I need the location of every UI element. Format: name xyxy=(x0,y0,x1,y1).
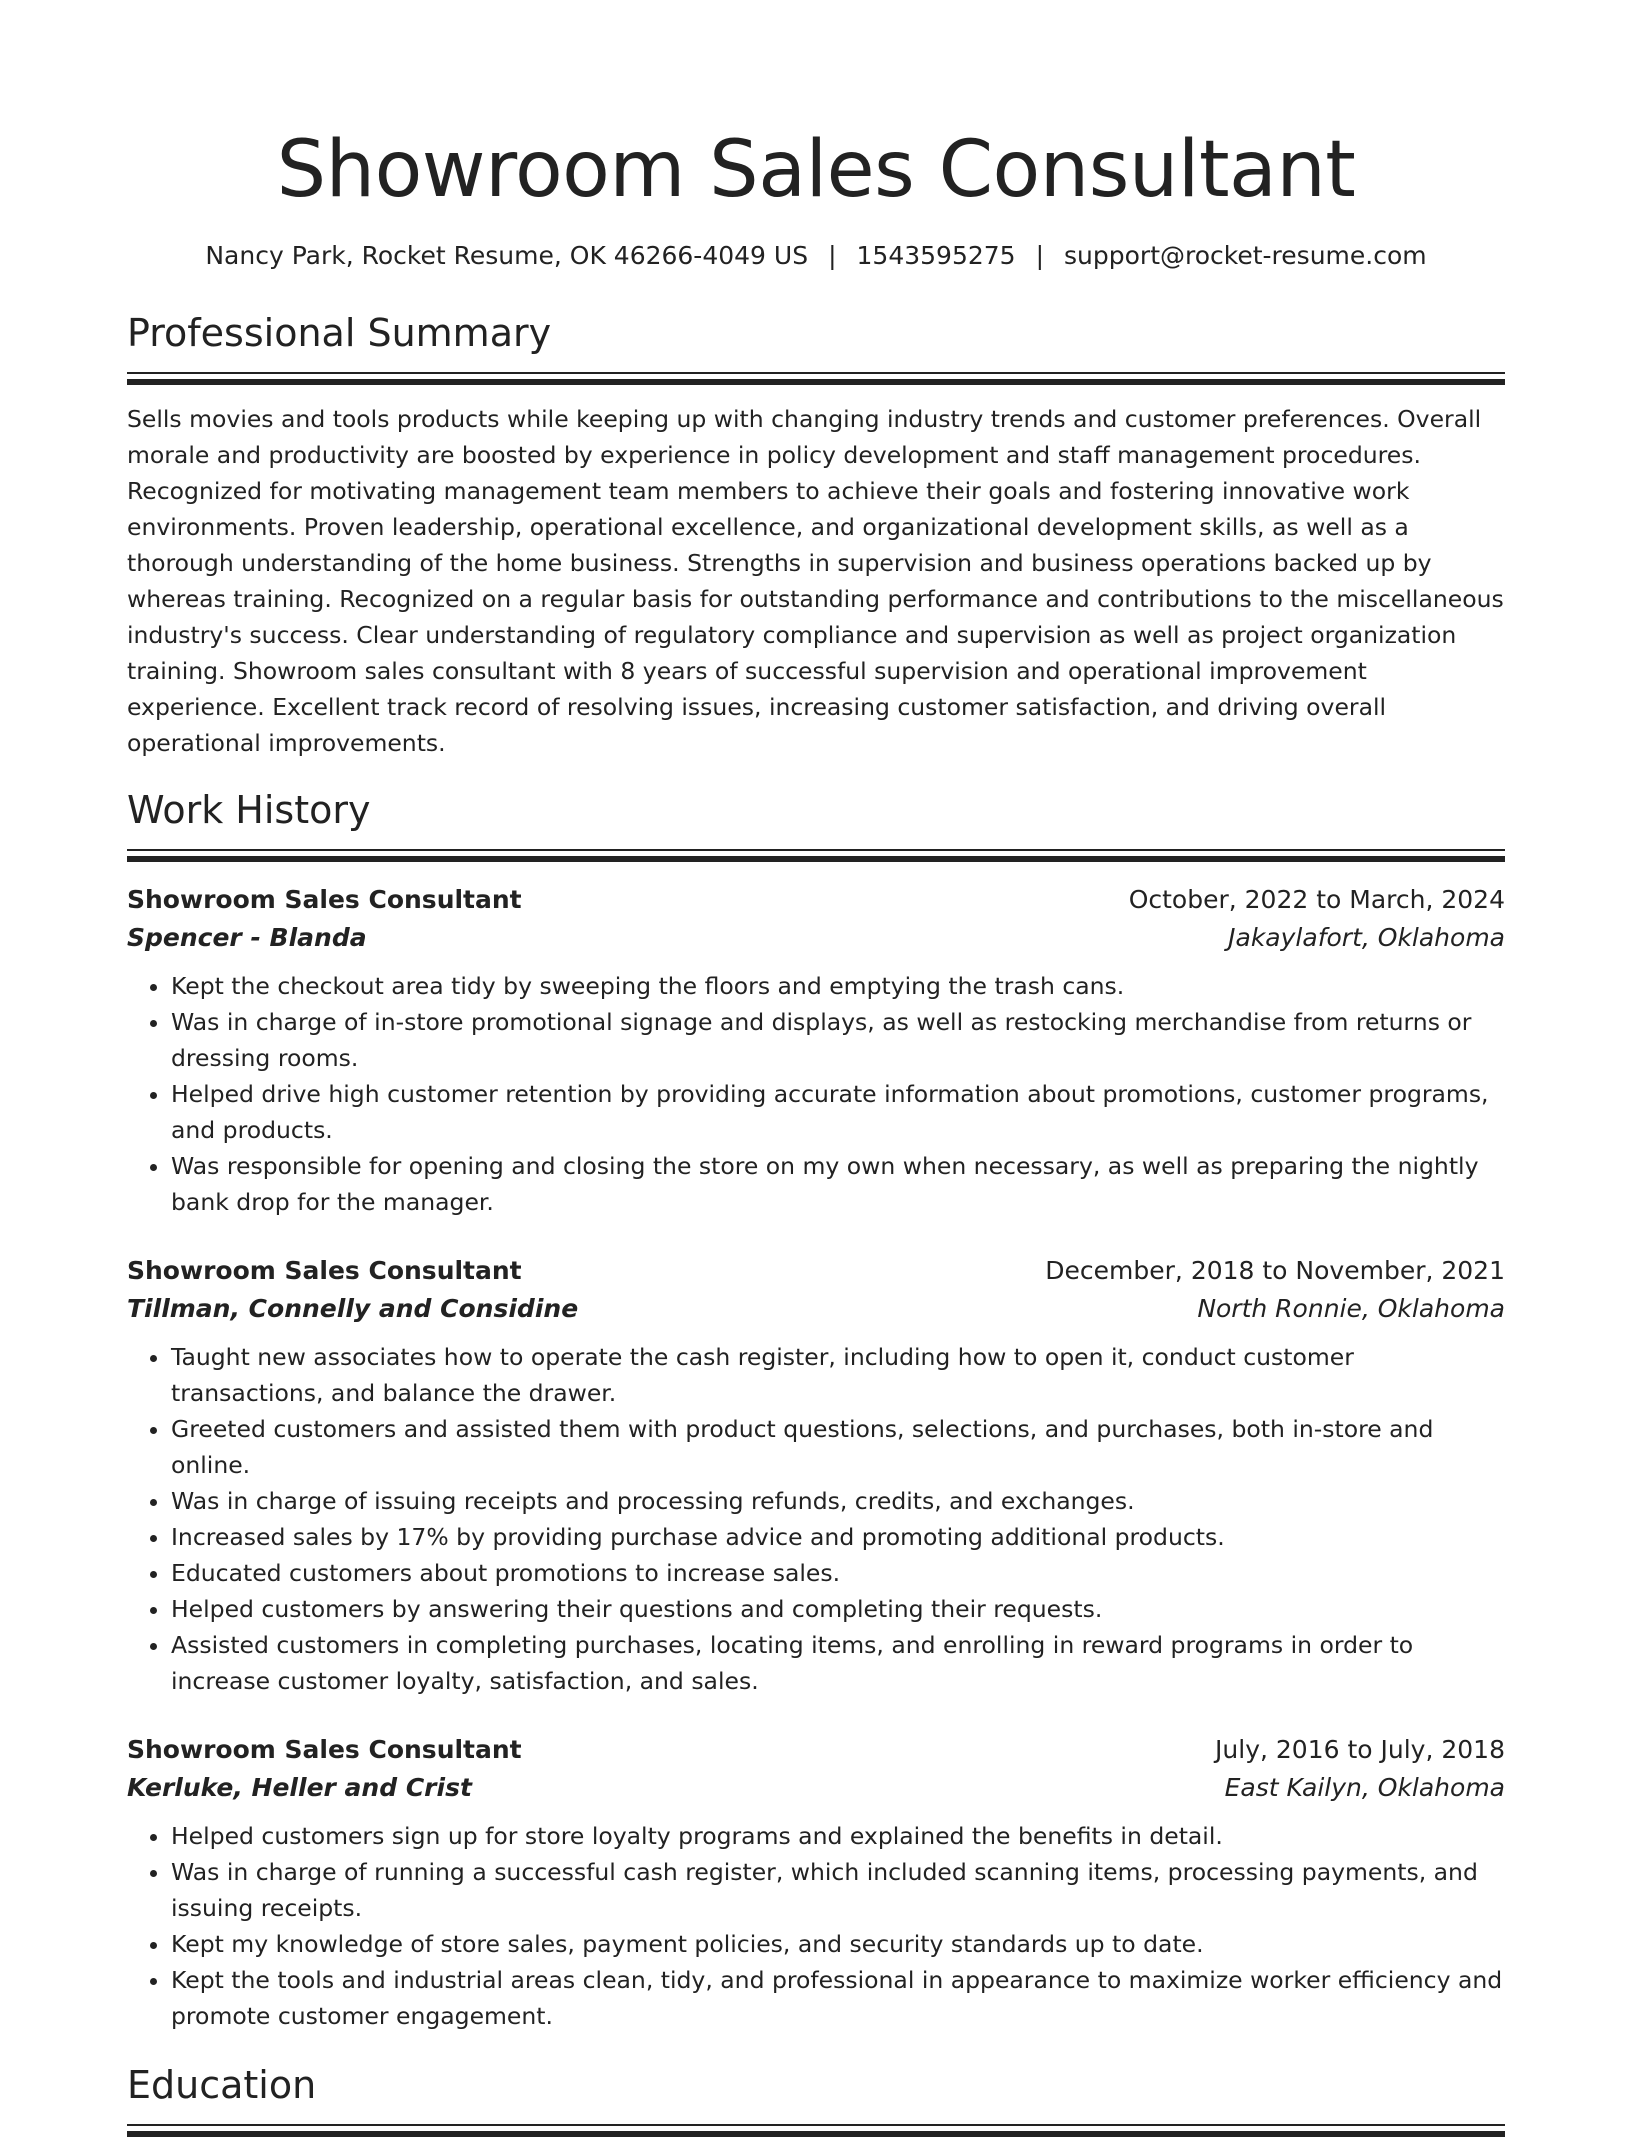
job-bullets xyxy=(127,1339,1505,1699)
contact-separator: | xyxy=(1035,241,1045,270)
job-location: Jakaylafort, Oklahoma xyxy=(1228,923,1505,952)
contact-address: Nancy Park, Rocket Resume, OK 46266-4049 US xyxy=(205,241,809,270)
job-bullets xyxy=(127,968,1505,1220)
job-dates: December, 2018 to November, 2021 xyxy=(1045,1256,1505,1285)
job-bullet: • Kept the checkout area tidy by sweeping the floors and emptying the trash cans. xyxy=(171,968,1505,1004)
contact-separator: | xyxy=(828,241,837,270)
job-bullet: • Helped customers by answering their questions and completing their requests. xyxy=(171,1591,1505,1627)
summary-heading: Professional Summary xyxy=(127,311,552,355)
job-bullet: • Greeted customers and assisted them with product questions, selections, and purchases, both in-store and online. xyxy=(171,1411,1505,1483)
job-title: Showroom Sales Consultant xyxy=(127,1735,522,1764)
job-bullet: • Taught new associates how to operate the cash register, including how to open it, conduct customer transactions, and balance the drawer. xyxy=(171,1339,1505,1411)
job-bullet: • Was responsible for opening and closing the store on my own when necessary, as well as preparing the nightly bank drop for the manager. xyxy=(171,1148,1505,1220)
contact-line xyxy=(127,240,1505,272)
job-bullet: • Was in charge of issuing receipts and processing refunds, credits, and exchanges. xyxy=(171,1483,1505,1519)
job-entry xyxy=(127,1253,1505,1699)
job-bullet: • Educated customers about promotions to increase sales. xyxy=(171,1555,1505,1591)
section-divider xyxy=(127,2124,1505,2137)
job-bullet: • Increased sales by 17% by providing purchase advice and promoting additional products. xyxy=(171,1519,1505,1555)
job-dates: October, 2022 to March, 2024 xyxy=(1128,885,1505,914)
job-bullet: • Was in charge of in-store promotional signage and displays, as well as restocking merchandise from returns or dressing rooms. xyxy=(171,1004,1505,1076)
job-title: Showroom Sales Consultant xyxy=(127,885,522,914)
job-bullet: • Was in charge of running a successful cash register, which included scanning items, processing payments, and issuing receipts. xyxy=(171,1854,1505,1926)
contact-phone: 1543595275 xyxy=(856,241,1016,270)
contact-email: support@rocket-resume.com xyxy=(1064,241,1427,270)
section-divider xyxy=(127,372,1505,385)
section-divider xyxy=(127,849,1505,862)
job-entry xyxy=(127,1732,1505,2034)
job-company: Spencer - Blanda xyxy=(127,923,367,952)
job-location: North Ronnie, Oklahoma xyxy=(1197,1294,1505,1323)
work-history-heading: Work History xyxy=(127,788,371,832)
job-bullets xyxy=(127,1818,1505,2034)
education-heading: Education xyxy=(127,2063,317,2107)
job-bullet: • Helped customers sign up for store loyalty programs and explained the benefits in detail. xyxy=(171,1818,1505,1854)
job-bullet: • Helped drive high customer retention by providing accurate information about promotions, customer programs, and products. xyxy=(171,1076,1505,1148)
job-entry xyxy=(127,882,1505,1220)
job-bullet: • Assisted customers in completing purchases, locating items, and enrolling in reward programs in order to increase customer loyalty, satisfaction, and sales. xyxy=(171,1627,1505,1699)
job-title: Showroom Sales Consultant xyxy=(127,1256,522,1285)
job-location: East Kailyn, Oklahoma xyxy=(1224,1773,1505,1802)
job-company: Tillman, Connelly and Considine xyxy=(127,1294,579,1323)
summary-text: Sells movies and tools products while keeping up with changing industry trends and customer preferences. Overall morale and productivity are boosted by experience in policy development and staff management procedures. Recognized for motivating management team members to achieve their goals and fostering innovative work environments. Proven leadership, operational excellence, and organizational development skills, as well as a thorough understanding of the home business. Strengths in supervision and business operations backed up by whereas training. Recognized on a regular basis for outstanding performance and contributions to the miscellaneous industry's success. Clear understanding of regulatory compliance and supervision as well as project organization training. Showroom sales consultant with 8 years of successful supervision and operational improvement experience. Excellent track record of resolving issues, increasing customer satisfaction, and driving overall operational improvements. xyxy=(127,405,1504,757)
job-company: Kerluke, Heller and Crist xyxy=(127,1773,472,1802)
job-dates: July, 2016 to July, 2018 xyxy=(1215,1735,1505,1764)
job-bullet: • Kept my knowledge of store sales, payment policies, and security standards up to date. xyxy=(171,1926,1505,1962)
resume-title: Showroom Sales Consultant xyxy=(276,125,1356,215)
job-bullet: • Kept the tools and industrial areas clean, tidy, and professional in appearance to maximize worker efficiency and promote customer engagement. xyxy=(171,1962,1505,2034)
